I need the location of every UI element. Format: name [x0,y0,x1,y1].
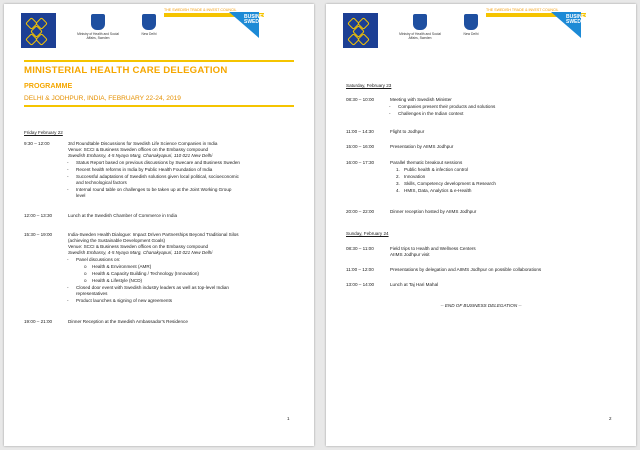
event1-address: Swedish Embassy, 4-5 Nyaya Marg, Chanakyapuri, 110 021 New Delhi [68,153,213,158]
embassy-label: New Delhi [463,32,479,36]
u3-title: Lunch at Taj Hari Mahal [390,282,439,287]
event2-time: 12:00 – 13:30 [24,213,53,218]
s2-title: Flight to Jodhpur [390,129,425,134]
event3-title-cont: (achieving the Sustainable Development Goals) [68,238,166,243]
u2-title: Presentations by delegation and AIIMS Jodhpur on possible collaborations [390,267,542,272]
event4-time: 19:00 – 21:00 [24,319,53,324]
event3-title: India-Sweden Health Dialogue: Impact Driven Partnerships Beyond Traditional Silos [68,232,239,237]
day-heading-sunday: Sunday, February 24 [346,231,389,236]
s1-bullet: - Companies present their products and solutions [398,104,495,110]
s3-title: Presentation by AIIMS Jodhpur [390,144,454,149]
s4-item: 2. Innovation [396,174,426,179]
event3-closed-cont: representatives [76,291,108,296]
s1-bullet: - Challenges in the Indian context [398,111,463,117]
council-text: THE SWEDISH TRADE & INVEST COUNCIL [164,8,237,12]
event1-venue: Venue: SCCI & Business Sweden offices on the Embassy compound [68,147,209,152]
document-page-1 [4,4,314,446]
brand-text: BUSINESS SWEDEN [244,14,270,26]
event1-bullet: - Status Report based on previous discussions by Swecare and Business Sweden [76,160,240,166]
s4-item: 4. HMIS, Data, Analytics & e-Health [396,188,472,193]
s4-time: 16:00 – 17:30 [346,160,375,165]
embassy-emblem-icon [142,14,156,30]
event3-sub-item: o Health & Capacity Building / Technology (Innovation) [84,271,199,276]
title-rule [24,60,294,62]
u1-time: 08:30 – 11:00 [346,246,374,251]
event3-venue: Venue: SCCI & Business Sweden offices on the Embassy compound [68,244,209,249]
date-line: DELHI & JODHPUR, INDIA, FEBRUARY 22-24, 2019 [24,95,181,102]
event3-sub-item: o Health & Lifestyle (NCD) [84,278,143,283]
document-page-2 [326,4,636,446]
end-text: -- END OF BUSINESS DELEGATION -- [440,303,522,308]
swecare-logo [21,13,56,48]
event1-bullet-cont: level [76,193,86,198]
event3-closed: - Closed door event with Swedish industry leaders as well as top-level Indian [76,285,229,291]
page-subtitle: PROGRAMME [24,81,73,90]
s1-time: 08:30 – 10:00 [346,97,375,102]
embassy-emblem-icon [464,14,478,30]
ministry-label: Ministry of Health and Social Affairs, Sweden [77,32,119,40]
event1-bullet: - Successful adaptations of Swedish solutions given local political, socioeconomic [76,174,239,180]
date-rule [24,105,294,107]
s4-item: 3. Skills, Competency development & Research [396,181,496,186]
ministry-label: Ministry of Health and Social Affairs, Sweden [399,32,441,40]
u2-time: 11:00 – 12:00 [346,267,374,272]
event3-panel: - Panel discussions on: [76,257,120,263]
s2-time: 11:00 – 14:30 [346,129,374,134]
event3-sub-item: o Health & Environment (AMR) [84,264,152,269]
s5-time: 20:00 – 22:00 [346,209,375,214]
day-heading-friday: Friday February 22 [24,130,63,135]
s5-title: Dinner reception hosted by AIIMS Jodhpur [390,209,477,214]
brand-text: BUSINESS SWEDEN [566,14,592,26]
event2-title: Lunch at the Swedish Chamber of Commerce in India [68,213,178,218]
event4-title: Dinner Reception at the Swedish Ambassador's Residence [68,319,188,324]
event1-title: 3rd Roundtable Discussions for Swedish Life Science Companies in India [68,141,218,146]
s1-title: Meeting with Swedish Minister [390,97,452,102]
embassy-label: New Delhi [141,32,157,36]
u1-title-cont: AIIMS Jodhpur visit [390,252,430,257]
crown-emblem-icon [91,14,105,30]
page-title: MINISTERIAL HEALTH CARE DELEGATION [24,65,228,76]
swecare-logo [343,13,378,48]
u3-time: 13:00 – 14:00 [346,282,375,287]
page-number: 2 [609,416,612,421]
page-number: 1 [287,416,290,421]
council-text: THE SWEDISH TRADE & INVEST COUNCIL [486,8,559,12]
event3-time: 15:30 – 19:00 [24,232,53,237]
crown-emblem-icon [413,14,427,30]
event1-bullet-cont: and technological factors [76,180,127,185]
event3-address: Swedish Embassy, 4-5 Nyaya Marg, Chanakyapuri, 110 021 New Delhi [68,250,213,255]
u1-title: Field trips to Health and Wellness Centers [390,246,476,251]
s4-title: Parallel thematic breakout sessions [390,160,463,165]
s3-time: 15:00 – 16:00 [346,144,375,149]
event1-bullet: - Internal round table on challenges to be taken up at the Joint Working Group [76,187,231,193]
event1-time: 9:30 – 12:00 [24,141,50,146]
event3-launch: - Product launches & signing of new agreements [76,298,172,304]
s4-item: 1. Public health & infection control [396,167,469,172]
day-heading-saturday: Saturday, February 23 [346,83,392,88]
event1-bullet: - Recent health reforms in India by Public Health Foundation of India [76,167,212,173]
